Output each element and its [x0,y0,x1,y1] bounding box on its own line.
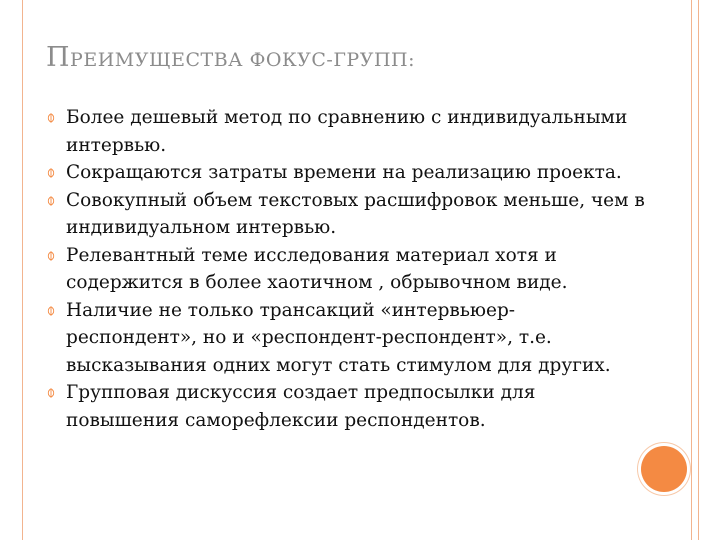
bullet-text: Групповая дискуссия создает предпосылки для повышения саморефлексии респондентов. [66,382,536,431]
leaf-bullet-icon [46,251,56,261]
bullet-item [46,242,646,297]
bullet-item [46,187,646,242]
decorative-circle [641,446,687,492]
bullet-item [46,379,646,434]
bullet-item [46,104,646,159]
bullet-text: Более дешевый метод по сравнению с индивидуальными интервью. [66,107,628,156]
title-first-letter: П [46,42,71,73]
slide-title [46,36,415,74]
bullet-text: Сокращаются затраты времени на реализацию проекта. [66,162,622,183]
leaf-bullet-icon [46,306,56,316]
leaf-bullet-icon [46,388,56,398]
bullet-text: Релевантный теме исследования материал хотя и содержится в более хаотичном , обрывочном виде. [66,244,568,293]
frame-line-right-outer [698,0,699,540]
frame-line-right-inner [691,0,692,540]
title-rest: РЕИМУЩЕСТВА ФОКУС-ГРУПП: [70,49,415,71]
frame-line-left [22,0,23,540]
bullet-text: Совокупный объем текстовых расшифровок меньше, чем в индивидуальном интервью. [66,189,645,238]
leaf-bullet-icon [46,196,56,206]
bullet-text: Наличие не только трансакций «интервьюер-респондент», но и «респондент-респондент», т.е. высказывания одних могут стать стимулом для других. [66,299,611,376]
bullet-list [46,104,646,434]
bullet-item [46,159,646,187]
leaf-bullet-icon [46,113,56,123]
bullet-item [46,297,646,380]
leaf-bullet-icon [46,168,56,178]
